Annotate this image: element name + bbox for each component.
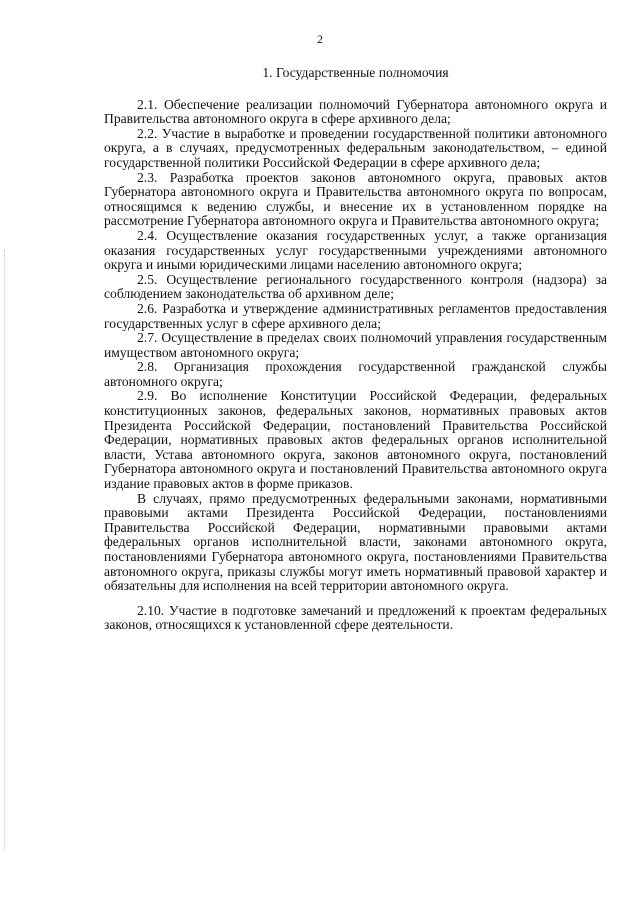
paragraph-2-1: 2.1. Обеспечение реализации полномочий Губернатора автономного округа и Правительства автономного округа в сфере архивного дела; bbox=[104, 96, 607, 127]
document-body bbox=[104, 66, 607, 633]
page-number: 2 bbox=[317, 32, 323, 46]
paragraph-2-5: 2.5. Осуществление регионального государственного контроля (надзора) за соблюдением законодательства об архивном деле; bbox=[104, 271, 607, 302]
paragraph-2-10: 2.10. Участие в подготовке замечаний и предложений к проектам федеральных законов, относящихся к установленной сфере деятельности. bbox=[104, 602, 607, 633]
paragraph-2-9-continuation: В случаях, прямо предусмотренных федеральными законами, нормативными правовыми актами Президента Российской Федерации, постановлениями Правительства Российской Федерации, нормативными правовыми актами федеральных органов исполнительной власти, законами автономного округа, постановлениями Губернатора автономного округа, постановлениями Правительства автономного округа, приказы службы могут иметь нормативный правовой характер и обязательны для исполнения на всей территории автономного округа. bbox=[104, 490, 607, 594]
section-title: 1. Государственные полномочия bbox=[262, 65, 449, 80]
paragraph-2-8: 2.8. Организация прохождения государственной гражданской службы автономного округа; bbox=[104, 359, 607, 389]
paragraph-2-3: 2.3. Разработка проектов законов автономного округа, правовых актов Губернатора автономного округа и Правительства автономного округа по вопросам, относящимся к ведению службы, и внесение их в установленном порядке на рассмотрение Губернатора автономного округа и Правительства автономного округа; bbox=[104, 169, 607, 229]
paragraph-2-9: 2.9. Во исполнение Конституции Российской Федерации, федеральных конституционных законов, федеральных законов, нормативных правовых актов Президента Российской Федерации, постановлений Правительства Российской Федерации, нормативных правовых актов федеральных органов исполнительной власти, Устава автономного округа, законов автономного округа, постановлений Губернатора автономного округа и постановлений Правительства автономного округа издание правовых актов в форме приказов. bbox=[104, 388, 607, 492]
paragraph-2-7: 2.7. Осуществление в пределах своих полномочий управления государственным имуществом автономного округа; bbox=[104, 330, 607, 360]
scan-edge-artifact bbox=[4, 250, 7, 850]
paragraph-2-6: 2.6. Разработка и утверждение административных регламентов предоставления государственных услуг в сфере архивного дела; bbox=[104, 300, 607, 331]
paragraph-2-2: 2.2. Участие в выработке и проведении государственной политики автономного округа, а в случаях, предусмотренных федеральным законодательством, – единой государственной политики Российской Федерации в сфере архивного дела; bbox=[104, 125, 607, 170]
paragraph-2-4: 2.4. Осуществление оказания государственных услуг, а также организация оказания государственных услуг государственными учреждениями автономного округа и иными юридическими лицами населению автономного округа; bbox=[104, 227, 607, 273]
